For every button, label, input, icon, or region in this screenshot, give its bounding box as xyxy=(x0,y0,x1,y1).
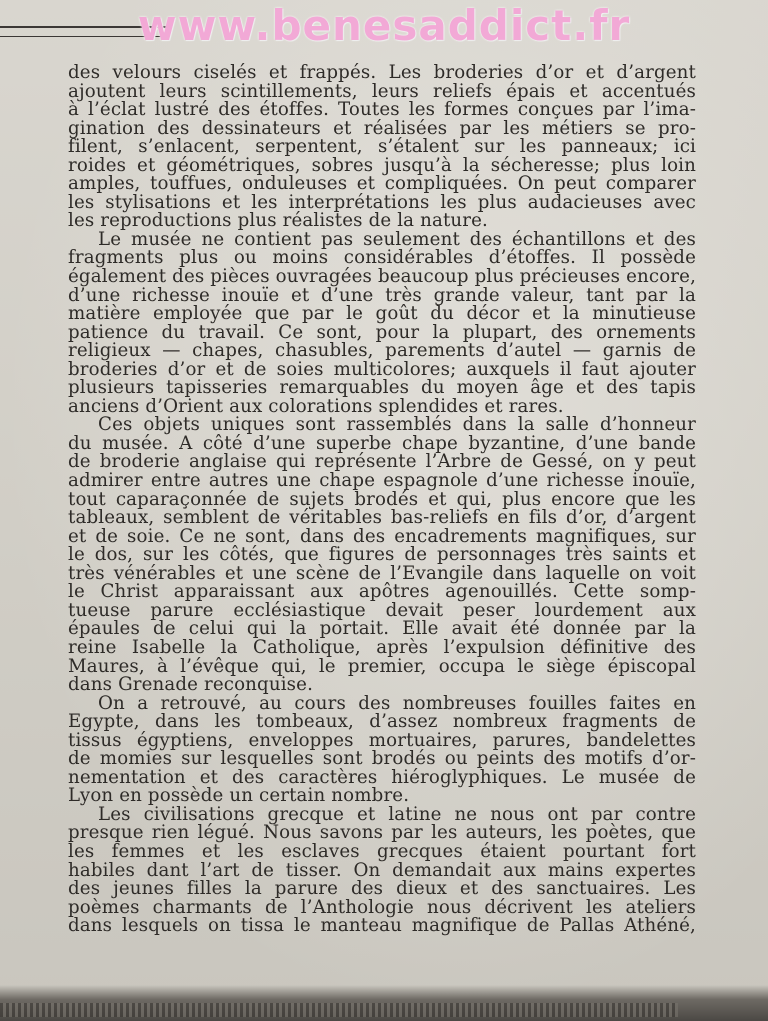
text-line: presque rien légué. Nous savons par les auteurs, les poètes, que xyxy=(68,822,696,844)
text-line: plusieurs tapisseries remarquables du moyen âge et des tapis xyxy=(68,377,696,399)
text-line: Lyon en possède un certain nombre. xyxy=(68,785,410,807)
text-line: Maures, à l’évêque qui, le premier, occupa le siège épiscopal xyxy=(68,655,696,677)
text-line: du musée. A côté d’une superbe chape byzantine, d’une bande xyxy=(68,432,696,454)
text-line: Les civilisations grecque et latine ne nous ont par contre xyxy=(98,803,696,825)
text-line: amples, touffues, onduleuses et compliquées. On peut comparer xyxy=(68,173,696,195)
text-line: habiles dant l’art de tisser. On demandait aux mains expertes xyxy=(68,859,696,881)
text-line: d’une richesse inouïe et d’une très grande valeur, tant par la xyxy=(68,284,696,306)
text-line: dans lesquels on tissa le manteau magnifique de Pallas Athéné, xyxy=(68,915,696,937)
text-line: fragments plus ou moins considérables d’étoffes. Il possède xyxy=(68,247,696,269)
text-line: gination des dessinateurs et réalisées par les métiers se pro- xyxy=(68,117,696,139)
text-line: tout caparaçonnée de sujets brodés et qui, plus encore que les xyxy=(68,488,696,510)
text-line: des jeunes filles la parure des dieux et des sanctuaires. Les xyxy=(68,878,696,900)
text-line: Egypte, dans les tombeaux, d’assez nombreux fragments de xyxy=(68,711,696,733)
text-line: ajoutent leurs scintillements, leurs reliefs épais et accentués xyxy=(68,80,696,102)
text-line: admirer entre autres une chape espagnole d’une richesse inouïe, xyxy=(68,470,696,492)
text-line: Ces objets uniques sont rassemblés dans la salle d’honneur xyxy=(98,414,696,436)
watermark-text: www.benesaddict.fr xyxy=(137,1,631,50)
text-line: tueuse parure ecclésiastique devait peser lourdement aux xyxy=(68,599,696,621)
text-line: poèmes charmants de l’Anthologie nous décrivent les ateliers xyxy=(68,896,696,918)
text-line: le dos, sur les côtés, que figures de personnages très saints et xyxy=(68,544,696,566)
text-line: religieux — chapes, chasubles, parements d’autel — garnis de xyxy=(68,340,696,362)
text-line: broderies d’or et de soies multicolores; auxquels il faut ajouter xyxy=(68,358,696,380)
text-line: tissus égyptiens, enveloppes mortuaires, parures, bandelettes xyxy=(68,729,696,751)
text-line: à l’éclat lustré des étoffes. Toutes les formes conçues par l’ima- xyxy=(68,99,696,121)
text-line: reine Isabelle la Catholique, après l’expulsion définitive des xyxy=(68,636,696,658)
text-line: de momies sur lesquelles sont brodés ou peints des motifs d’or- xyxy=(68,748,696,770)
text-line: On a retrouvé, au cours des nombreuses fouilles faites en xyxy=(98,692,696,714)
text-line: nementation et des caractères hiéroglyphiques. Le musée de xyxy=(68,766,696,788)
text-line: filent, s’enlacent, serpentent, s’étalent sur les panneaux; ici xyxy=(68,136,696,158)
text-line: tableaux, semblent de véritables bas-reliefs en fils d’or, d’argent xyxy=(68,507,696,529)
article-body xyxy=(68,64,696,936)
text-line: matière employée que par le goût du décor et la minutieuse xyxy=(68,303,696,325)
text-line: et de soie. Ce ne sont, dans des encadrements magnifiques, sur xyxy=(68,525,696,547)
text-line: roides et géométriques, sobres jusqu’à la sécheresse; plus loin xyxy=(68,154,696,176)
text-line: le Christ apparaissant aux apôtres agenouillés. Cette somp- xyxy=(68,581,696,603)
text-line: Le musée ne contient pas seulement des échantillons et des xyxy=(98,228,696,250)
text-line: patience du travail. Ce sont, pour la plupart, des ornements xyxy=(68,321,696,343)
text-line: de broderie anglaise qui représente l’Arbre de Gessé, on y peut xyxy=(68,451,696,473)
text-line: les reproductions plus réalistes de la nature. xyxy=(68,210,488,232)
text-line: anciens d’Orient aux colorations splendides et rares. xyxy=(68,395,564,417)
page-bottom-edge xyxy=(0,985,768,1021)
text-line: les stylisations et les interprétations les plus audacieuses avec xyxy=(68,191,696,213)
text-line: les femmes et les esclaves grecques étaient pourtant fort xyxy=(68,840,696,862)
text-line: dans Grenade reconquise. xyxy=(68,674,314,696)
text-line: des velours ciselés et frappés. Les broderies d’or et d’argent xyxy=(68,62,696,83)
text-line: épaules de celui qui la portait. Elle avait été donnée par la xyxy=(68,618,696,640)
text-line: également des pièces ouvragées beaucoup plus précieuses encore, xyxy=(68,266,696,288)
text-line: très vénérables et une scène de l’Evangile dans laquelle on voit xyxy=(68,562,696,584)
